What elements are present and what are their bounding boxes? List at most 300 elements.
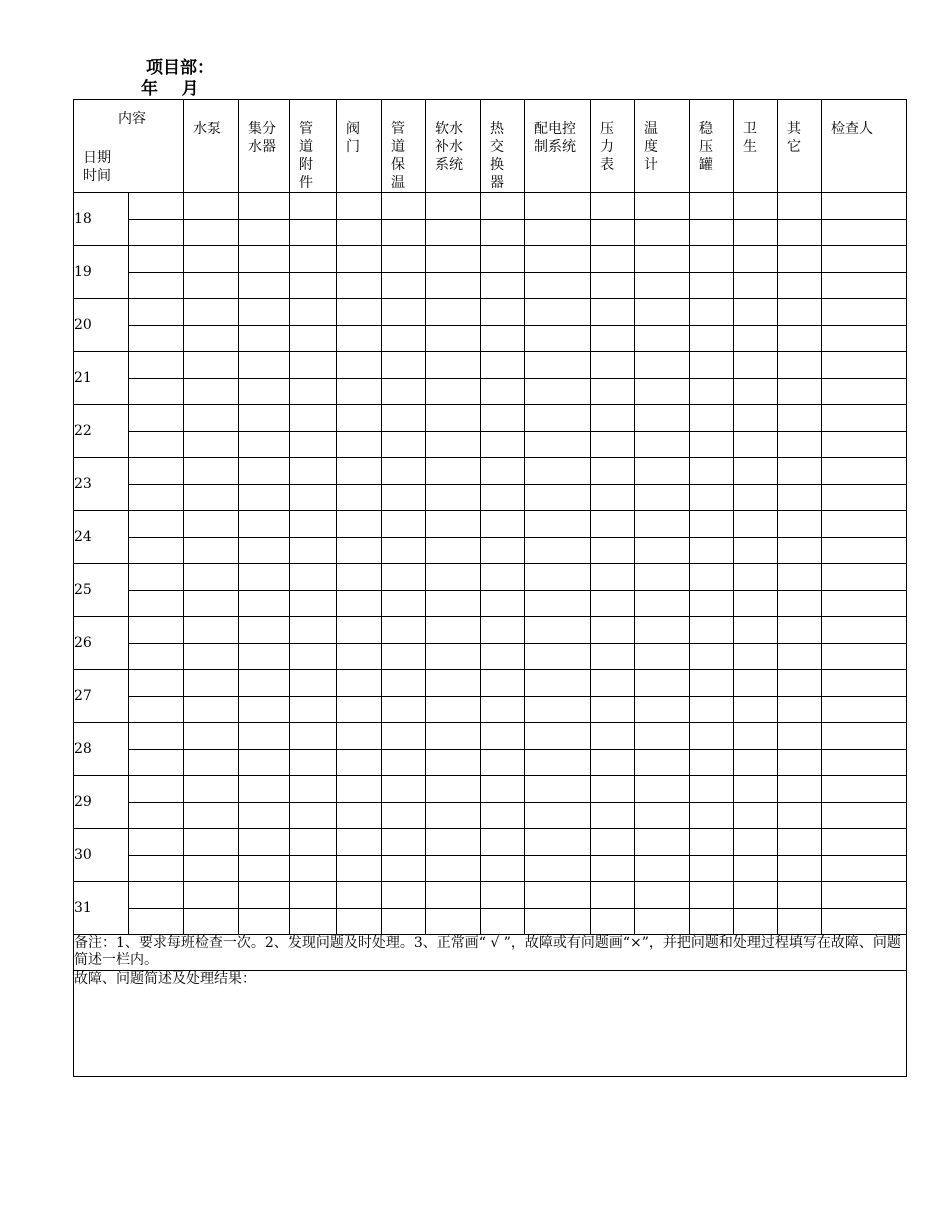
check-cell[interactable] [239, 458, 290, 485]
check-cell[interactable] [481, 749, 525, 776]
check-cell[interactable] [690, 776, 734, 803]
check-cell[interactable] [525, 325, 591, 352]
check-cell[interactable] [635, 564, 690, 591]
check-cell[interactable] [290, 405, 337, 432]
check-cell[interactable] [239, 749, 290, 776]
check-cell[interactable] [184, 723, 239, 750]
check-cell[interactable] [635, 802, 690, 829]
check-cell[interactable] [690, 617, 734, 644]
check-cell[interactable] [525, 723, 591, 750]
check-cell[interactable] [778, 802, 822, 829]
check-cell[interactable] [382, 776, 426, 803]
check-cell[interactable] [525, 670, 591, 697]
check-cell[interactable] [481, 325, 525, 352]
time-cell[interactable] [129, 723, 184, 750]
check-cell[interactable] [481, 511, 525, 538]
check-cell[interactable] [690, 908, 734, 935]
check-cell[interactable] [426, 299, 481, 326]
check-cell[interactable] [690, 246, 734, 273]
check-cell[interactable] [778, 855, 822, 882]
time-cell[interactable] [129, 670, 184, 697]
check-cell[interactable] [734, 537, 778, 564]
check-cell[interactable] [239, 511, 290, 538]
check-cell[interactable] [337, 325, 382, 352]
check-cell[interactable] [426, 696, 481, 723]
check-cell[interactable] [591, 299, 635, 326]
check-cell[interactable] [426, 537, 481, 564]
time-cell[interactable] [129, 378, 184, 405]
time-cell[interactable] [129, 829, 184, 856]
check-cell[interactable] [290, 590, 337, 617]
time-cell[interactable] [129, 564, 184, 591]
check-cell[interactable] [382, 696, 426, 723]
check-cell[interactable] [337, 458, 382, 485]
check-cell[interactable] [426, 723, 481, 750]
check-cell[interactable] [525, 246, 591, 273]
check-cell[interactable] [184, 696, 239, 723]
check-cell[interactable] [690, 431, 734, 458]
check-cell[interactable] [239, 723, 290, 750]
check-cell[interactable] [481, 617, 525, 644]
check-cell[interactable] [778, 193, 822, 220]
check-cell[interactable] [481, 723, 525, 750]
check-cell[interactable] [382, 431, 426, 458]
check-cell[interactable] [426, 458, 481, 485]
check-cell[interactable] [525, 776, 591, 803]
check-cell[interactable] [591, 484, 635, 511]
check-cell[interactable] [184, 564, 239, 591]
check-cell[interactable] [591, 617, 635, 644]
check-cell[interactable] [591, 325, 635, 352]
check-cell[interactable] [635, 617, 690, 644]
check-cell[interactable] [822, 484, 907, 511]
check-cell[interactable] [635, 696, 690, 723]
check-cell[interactable] [337, 219, 382, 246]
check-cell[interactable] [690, 749, 734, 776]
check-cell[interactable] [290, 829, 337, 856]
check-cell[interactable] [337, 855, 382, 882]
check-cell[interactable] [822, 776, 907, 803]
check-cell[interactable] [822, 272, 907, 299]
check-cell[interactable] [239, 325, 290, 352]
check-cell[interactable] [239, 219, 290, 246]
check-cell[interactable] [239, 484, 290, 511]
check-cell[interactable] [239, 246, 290, 273]
check-cell[interactable] [184, 484, 239, 511]
check-cell[interactable] [778, 564, 822, 591]
check-cell[interactable] [239, 299, 290, 326]
check-cell[interactable] [382, 564, 426, 591]
check-cell[interactable] [635, 484, 690, 511]
check-cell[interactable] [239, 882, 290, 909]
check-cell[interactable] [525, 643, 591, 670]
check-cell[interactable] [382, 246, 426, 273]
check-cell[interactable] [690, 882, 734, 909]
check-cell[interactable] [382, 458, 426, 485]
check-cell[interactable] [239, 193, 290, 220]
check-cell[interactable] [239, 908, 290, 935]
check-cell[interactable] [481, 246, 525, 273]
check-cell[interactable] [337, 405, 382, 432]
check-cell[interactable] [734, 378, 778, 405]
check-cell[interactable] [822, 749, 907, 776]
check-cell[interactable] [525, 458, 591, 485]
check-cell[interactable] [778, 537, 822, 564]
time-cell[interactable] [129, 882, 184, 909]
check-cell[interactable] [426, 193, 481, 220]
check-cell[interactable] [481, 802, 525, 829]
check-cell[interactable] [690, 723, 734, 750]
check-cell[interactable] [734, 431, 778, 458]
check-cell[interactable] [184, 272, 239, 299]
check-cell[interactable] [778, 484, 822, 511]
check-cell[interactable] [525, 882, 591, 909]
check-cell[interactable] [591, 802, 635, 829]
check-cell[interactable] [635, 590, 690, 617]
check-cell[interactable] [481, 219, 525, 246]
check-cell[interactable] [382, 882, 426, 909]
check-cell[interactable] [337, 272, 382, 299]
check-cell[interactable] [591, 431, 635, 458]
check-cell[interactable] [290, 670, 337, 697]
check-cell[interactable] [481, 643, 525, 670]
time-cell[interactable] [129, 749, 184, 776]
check-cell[interactable] [690, 643, 734, 670]
check-cell[interactable] [591, 855, 635, 882]
check-cell[interactable] [822, 829, 907, 856]
check-cell[interactable] [822, 855, 907, 882]
check-cell[interactable] [426, 246, 481, 273]
check-cell[interactable] [822, 590, 907, 617]
check-cell[interactable] [290, 352, 337, 379]
check-cell[interactable] [337, 670, 382, 697]
check-cell[interactable] [591, 352, 635, 379]
check-cell[interactable] [734, 193, 778, 220]
check-cell[interactable] [239, 643, 290, 670]
check-cell[interactable] [635, 511, 690, 538]
time-cell[interactable] [129, 855, 184, 882]
check-cell[interactable] [778, 749, 822, 776]
check-cell[interactable] [184, 617, 239, 644]
check-cell[interactable] [481, 299, 525, 326]
check-cell[interactable] [635, 643, 690, 670]
check-cell[interactable] [239, 352, 290, 379]
check-cell[interactable] [635, 272, 690, 299]
check-cell[interactable] [778, 272, 822, 299]
check-cell[interactable] [290, 378, 337, 405]
check-cell[interactable] [591, 882, 635, 909]
check-cell[interactable] [184, 299, 239, 326]
check-cell[interactable] [591, 908, 635, 935]
check-cell[interactable] [635, 431, 690, 458]
check-cell[interactable] [822, 882, 907, 909]
check-cell[interactable] [239, 802, 290, 829]
check-cell[interactable] [481, 776, 525, 803]
time-cell[interactable] [129, 908, 184, 935]
check-cell[interactable] [426, 590, 481, 617]
check-cell[interactable] [690, 802, 734, 829]
check-cell[interactable] [290, 643, 337, 670]
check-cell[interactable] [822, 908, 907, 935]
fault-description-field[interactable]: 故障、问题简述及处理结果： [74, 971, 907, 1077]
check-cell[interactable] [337, 484, 382, 511]
check-cell[interactable] [184, 590, 239, 617]
time-cell[interactable] [129, 643, 184, 670]
check-cell[interactable] [778, 431, 822, 458]
check-cell[interactable] [290, 696, 337, 723]
check-cell[interactable] [481, 484, 525, 511]
check-cell[interactable] [734, 590, 778, 617]
time-cell[interactable] [129, 776, 184, 803]
check-cell[interactable] [337, 537, 382, 564]
check-cell[interactable] [734, 484, 778, 511]
check-cell[interactable] [525, 193, 591, 220]
check-cell[interactable] [591, 696, 635, 723]
time-cell[interactable] [129, 193, 184, 220]
time-cell[interactable] [129, 405, 184, 432]
check-cell[interactable] [635, 299, 690, 326]
check-cell[interactable] [525, 484, 591, 511]
check-cell[interactable] [525, 511, 591, 538]
check-cell[interactable] [184, 670, 239, 697]
check-cell[interactable] [382, 537, 426, 564]
check-cell[interactable] [734, 272, 778, 299]
check-cell[interactable] [239, 431, 290, 458]
check-cell[interactable] [184, 378, 239, 405]
check-cell[interactable] [525, 802, 591, 829]
check-cell[interactable] [822, 246, 907, 273]
check-cell[interactable] [481, 352, 525, 379]
check-cell[interactable] [635, 405, 690, 432]
check-cell[interactable] [426, 352, 481, 379]
check-cell[interactable] [184, 246, 239, 273]
check-cell[interactable] [778, 829, 822, 856]
time-cell[interactable] [129, 511, 184, 538]
check-cell[interactable] [337, 431, 382, 458]
check-cell[interactable] [591, 670, 635, 697]
check-cell[interactable] [822, 696, 907, 723]
check-cell[interactable] [778, 299, 822, 326]
check-cell[interactable] [382, 325, 426, 352]
check-cell[interactable] [382, 617, 426, 644]
check-cell[interactable] [734, 749, 778, 776]
check-cell[interactable] [525, 908, 591, 935]
check-cell[interactable] [690, 272, 734, 299]
check-cell[interactable] [481, 458, 525, 485]
check-cell[interactable] [822, 802, 907, 829]
check-cell[interactable] [690, 325, 734, 352]
check-cell[interactable] [778, 219, 822, 246]
check-cell[interactable] [290, 219, 337, 246]
check-cell[interactable] [481, 272, 525, 299]
check-cell[interactable] [184, 511, 239, 538]
check-cell[interactable] [481, 696, 525, 723]
check-cell[interactable] [635, 776, 690, 803]
check-cell[interactable] [635, 378, 690, 405]
check-cell[interactable] [635, 908, 690, 935]
time-cell[interactable] [129, 458, 184, 485]
check-cell[interactable] [239, 855, 290, 882]
check-cell[interactable] [822, 643, 907, 670]
check-cell[interactable] [481, 378, 525, 405]
check-cell[interactable] [525, 431, 591, 458]
check-cell[interactable] [184, 749, 239, 776]
check-cell[interactable] [337, 193, 382, 220]
check-cell[interactable] [426, 776, 481, 803]
check-cell[interactable] [690, 564, 734, 591]
time-cell[interactable] [129, 352, 184, 379]
check-cell[interactable] [822, 193, 907, 220]
time-cell[interactable] [129, 802, 184, 829]
check-cell[interactable] [426, 829, 481, 856]
check-cell[interactable] [635, 537, 690, 564]
check-cell[interactable] [525, 590, 591, 617]
check-cell[interactable] [635, 723, 690, 750]
check-cell[interactable] [734, 246, 778, 273]
check-cell[interactable] [734, 617, 778, 644]
check-cell[interactable] [337, 511, 382, 538]
check-cell[interactable] [525, 299, 591, 326]
check-cell[interactable] [290, 882, 337, 909]
check-cell[interactable] [426, 511, 481, 538]
check-cell[interactable] [690, 299, 734, 326]
check-cell[interactable] [734, 458, 778, 485]
check-cell[interactable] [822, 352, 907, 379]
check-cell[interactable] [778, 352, 822, 379]
check-cell[interactable] [734, 405, 778, 432]
check-cell[interactable] [690, 352, 734, 379]
check-cell[interactable] [778, 590, 822, 617]
check-cell[interactable] [591, 246, 635, 273]
check-cell[interactable] [822, 325, 907, 352]
check-cell[interactable] [337, 749, 382, 776]
check-cell[interactable] [426, 802, 481, 829]
check-cell[interactable] [239, 564, 290, 591]
check-cell[interactable] [734, 723, 778, 750]
check-cell[interactable] [734, 643, 778, 670]
check-cell[interactable] [239, 670, 290, 697]
check-cell[interactable] [290, 511, 337, 538]
check-cell[interactable] [734, 696, 778, 723]
check-cell[interactable] [337, 352, 382, 379]
check-cell[interactable] [184, 458, 239, 485]
check-cell[interactable] [822, 537, 907, 564]
check-cell[interactable] [290, 272, 337, 299]
time-cell[interactable] [129, 272, 184, 299]
check-cell[interactable] [184, 219, 239, 246]
check-cell[interactable] [382, 484, 426, 511]
time-cell[interactable] [129, 590, 184, 617]
check-cell[interactable] [184, 643, 239, 670]
check-cell[interactable] [239, 405, 290, 432]
check-cell[interactable] [426, 643, 481, 670]
check-cell[interactable] [690, 193, 734, 220]
check-cell[interactable] [426, 378, 481, 405]
check-cell[interactable] [591, 511, 635, 538]
check-cell[interactable] [591, 458, 635, 485]
check-cell[interactable] [290, 299, 337, 326]
check-cell[interactable] [184, 802, 239, 829]
check-cell[interactable] [690, 458, 734, 485]
check-cell[interactable] [778, 246, 822, 273]
check-cell[interactable] [426, 484, 481, 511]
check-cell[interactable] [591, 272, 635, 299]
check-cell[interactable] [778, 776, 822, 803]
check-cell[interactable] [734, 882, 778, 909]
check-cell[interactable] [690, 537, 734, 564]
check-cell[interactable] [778, 908, 822, 935]
check-cell[interactable] [822, 405, 907, 432]
check-cell[interactable] [184, 325, 239, 352]
check-cell[interactable] [525, 378, 591, 405]
check-cell[interactable] [591, 564, 635, 591]
check-cell[interactable] [591, 219, 635, 246]
check-cell[interactable] [591, 776, 635, 803]
check-cell[interactable] [382, 590, 426, 617]
check-cell[interactable] [426, 405, 481, 432]
check-cell[interactable] [337, 776, 382, 803]
check-cell[interactable] [382, 723, 426, 750]
check-cell[interactable] [382, 405, 426, 432]
check-cell[interactable] [734, 802, 778, 829]
check-cell[interactable] [337, 882, 382, 909]
check-cell[interactable] [635, 855, 690, 882]
check-cell[interactable] [239, 272, 290, 299]
check-cell[interactable] [635, 829, 690, 856]
check-cell[interactable] [290, 723, 337, 750]
check-cell[interactable] [239, 696, 290, 723]
check-cell[interactable] [734, 908, 778, 935]
check-cell[interactable] [184, 855, 239, 882]
check-cell[interactable] [481, 590, 525, 617]
check-cell[interactable] [184, 829, 239, 856]
check-cell[interactable] [525, 696, 591, 723]
check-cell[interactable] [778, 670, 822, 697]
check-cell[interactable] [481, 670, 525, 697]
check-cell[interactable] [426, 670, 481, 697]
check-cell[interactable] [337, 299, 382, 326]
check-cell[interactable] [481, 405, 525, 432]
check-cell[interactable] [337, 908, 382, 935]
check-cell[interactable] [426, 431, 481, 458]
check-cell[interactable] [822, 431, 907, 458]
check-cell[interactable] [184, 908, 239, 935]
check-cell[interactable] [591, 723, 635, 750]
check-cell[interactable] [778, 723, 822, 750]
check-cell[interactable] [426, 272, 481, 299]
check-cell[interactable] [184, 405, 239, 432]
check-cell[interactable] [591, 749, 635, 776]
check-cell[interactable] [382, 802, 426, 829]
check-cell[interactable] [734, 776, 778, 803]
check-cell[interactable] [382, 219, 426, 246]
check-cell[interactable] [822, 511, 907, 538]
check-cell[interactable] [525, 564, 591, 591]
check-cell[interactable] [290, 325, 337, 352]
check-cell[interactable] [481, 431, 525, 458]
check-cell[interactable] [426, 882, 481, 909]
check-cell[interactable] [525, 272, 591, 299]
check-cell[interactable] [290, 458, 337, 485]
check-cell[interactable] [635, 670, 690, 697]
check-cell[interactable] [734, 511, 778, 538]
check-cell[interactable] [635, 882, 690, 909]
check-cell[interactable] [635, 352, 690, 379]
check-cell[interactable] [635, 325, 690, 352]
check-cell[interactable] [239, 590, 290, 617]
check-cell[interactable] [778, 882, 822, 909]
check-cell[interactable] [635, 219, 690, 246]
